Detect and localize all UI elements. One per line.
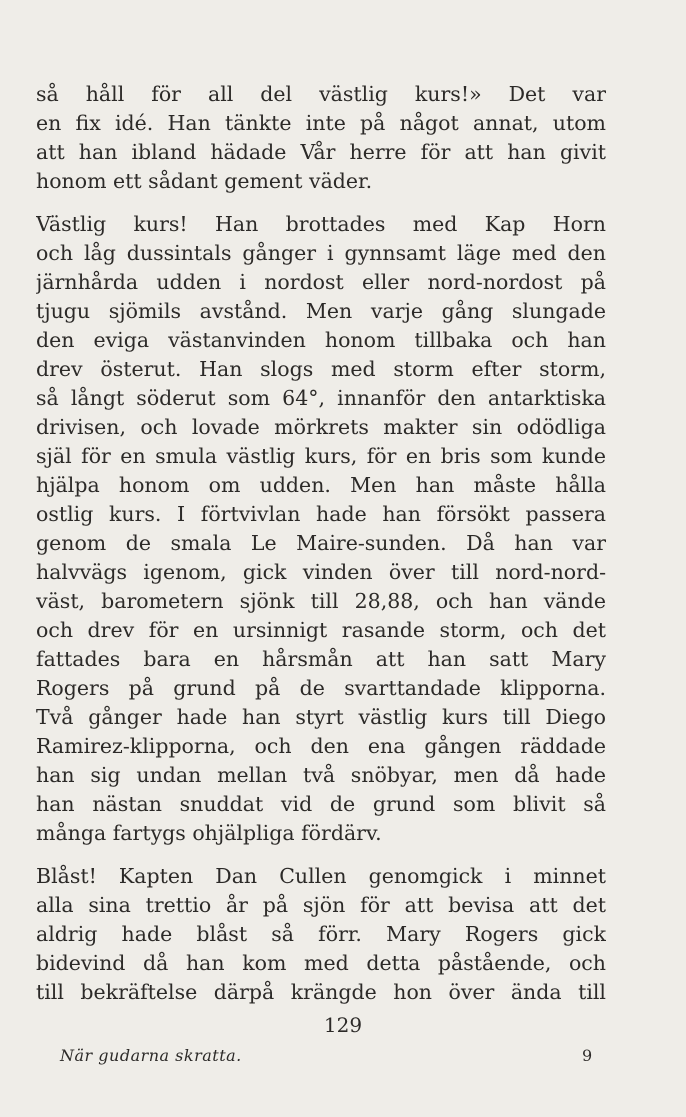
- text-line: aldrig hade blåst så förr. Mary Rogers gick: [36, 922, 606, 946]
- text-line: hjälpa honom om udden. Men han måste hålla: [36, 473, 606, 497]
- book-title-footer: När gudarna skratta.: [60, 1046, 242, 1065]
- text-line: honom ett sådant gement väder.: [36, 169, 373, 193]
- text-line: själ för en smula västlig kurs, för en bris som kunde: [36, 444, 606, 468]
- text-line: järnhårda udden i nordost eller nord-nordost på: [36, 270, 606, 294]
- text-line: så långt söderut som 64°, innanför den antarktiska: [36, 386, 606, 410]
- text-line: halvvägs igenom, gick vinden över till nord-nord-: [36, 560, 606, 584]
- text-line: och låg dussintals gånger i gynnsamt läge med den: [36, 241, 606, 265]
- text-line: ostlig kurs. I förtvivlan hade han försökt passera: [36, 502, 606, 526]
- text-line: den eviga västanvinden honom tillbaka och han: [36, 328, 606, 352]
- text-line: och drev för en ursinnigt rasande storm, och det: [36, 618, 606, 642]
- paragraph-gap: [36, 848, 606, 862]
- text-line: många fartygs ohjälpliga fördärv.: [36, 821, 382, 845]
- signature-mark: 9: [582, 1046, 593, 1065]
- text-line: så håll för all del västlig kurs!» Det var: [36, 82, 606, 106]
- text-line: han sig undan mellan två snöbyar, men då hade: [36, 763, 606, 787]
- text-line: Blåst! Kapten Dan Cullen genomgick i minnet: [36, 864, 606, 888]
- text-line: tjugu sjömils avstånd. Men varje gång slungade: [36, 299, 606, 323]
- text-line: fattades bara en hårsmån att han satt Mary: [36, 647, 606, 671]
- text-line: Ramirez-klipporna, och den ena gången räddade: [36, 734, 606, 758]
- text-line: till bekräftelse därpå krängde hon över ända till: [36, 980, 606, 1004]
- text-line: en fix idé. Han tänkte inte på något annat, utom: [36, 111, 606, 135]
- text-line: Två gånger hade han styrt västlig kurs till Diego: [36, 705, 606, 729]
- text-line: Västlig kurs! Han brottades med Kap Horn: [36, 212, 606, 236]
- text-line: drivisen, och lovade mörkrets makter sin odödliga: [36, 415, 606, 439]
- text-line: bidevind då han kom med detta påstående, och: [36, 951, 606, 975]
- page-number: 129: [323, 1013, 363, 1037]
- text-line: Rogers på grund på de svarttandade klipporna.: [36, 676, 606, 700]
- paragraph-gap: [36, 196, 606, 210]
- text-line: alla sina trettio år på sjön för att bevisa att det: [36, 893, 606, 917]
- text-line: väst, barometern sjönk till 28,88, och han vände: [36, 589, 606, 613]
- text-line: drev österut. Han slogs med storm efter storm,: [36, 357, 606, 381]
- body-text: [36, 80, 606, 1007]
- text-line: genom de smala Le Maire-sunden. Då han var: [36, 531, 606, 555]
- text-line: att han ibland hädade Vår herre för att han givit: [36, 140, 606, 164]
- text-line: han nästan snuddat vid de grund som blivit så: [36, 792, 606, 816]
